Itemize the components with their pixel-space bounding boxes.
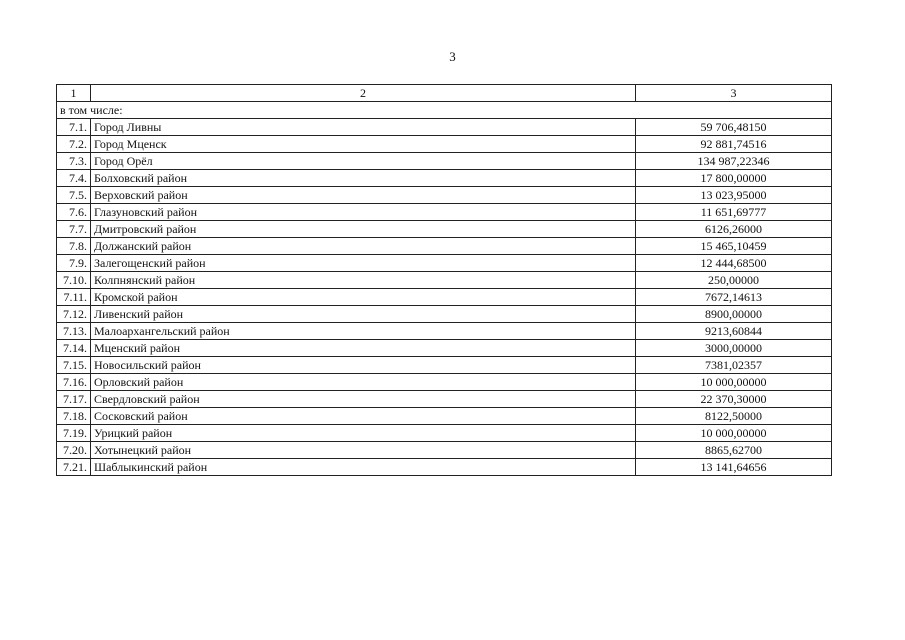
row-number: 7.17.: [57, 391, 91, 408]
table-row: [57, 374, 832, 391]
amount-value: 11 651,69777: [636, 204, 832, 221]
district-name: Шаблыкинский район: [91, 459, 636, 476]
row-number: 7.8.: [57, 238, 91, 255]
table-row: [57, 119, 832, 136]
district-name: Залегощенский район: [91, 255, 636, 272]
row-number: 7.19.: [57, 425, 91, 442]
allocation-table: [56, 84, 832, 476]
amount-value: 17 800,00000: [636, 170, 832, 187]
amount-value: 3000,00000: [636, 340, 832, 357]
amount-value: 10 000,00000: [636, 425, 832, 442]
table-row: [57, 272, 832, 289]
amount-value: 22 370,30000: [636, 391, 832, 408]
table-body: [57, 102, 832, 476]
district-name: Орловский район: [91, 374, 636, 391]
row-number: 7.12.: [57, 306, 91, 323]
amount-value: 10 000,00000: [636, 374, 832, 391]
district-name: Болховский район: [91, 170, 636, 187]
amount-value: 92 881,74516: [636, 136, 832, 153]
row-number: 7.5.: [57, 187, 91, 204]
amount-value: 59 706,48150: [636, 119, 832, 136]
district-name: Кромской район: [91, 289, 636, 306]
header-row: [57, 85, 832, 102]
row-number: 7.4.: [57, 170, 91, 187]
amount-value: 7381,02357: [636, 357, 832, 374]
row-number: 7.1.: [57, 119, 91, 136]
district-name: Верховский район: [91, 187, 636, 204]
row-number: 7.21.: [57, 459, 91, 476]
row-number: 7.20.: [57, 442, 91, 459]
district-name: Должанский район: [91, 238, 636, 255]
row-number: 7.2.: [57, 136, 91, 153]
row-number: 7.18.: [57, 408, 91, 425]
district-name: Свердловский район: [91, 391, 636, 408]
table-row: [57, 255, 832, 272]
table-row: [57, 306, 832, 323]
amount-value: 134 987,22346: [636, 153, 832, 170]
district-name: Глазуновский район: [91, 204, 636, 221]
table-row: [57, 391, 832, 408]
district-name: Хотынецкий район: [91, 442, 636, 459]
header-col-3: 3: [636, 85, 832, 102]
table-row: [57, 136, 832, 153]
table-row: [57, 425, 832, 442]
table-row: [57, 357, 832, 374]
district-name: Мценский район: [91, 340, 636, 357]
amount-value: 7672,14613: [636, 289, 832, 306]
row-number: 7.15.: [57, 357, 91, 374]
district-name: Колпнянский район: [91, 272, 636, 289]
row-number: 7.14.: [57, 340, 91, 357]
amount-value: 13 141,64656: [636, 459, 832, 476]
table-row: [57, 340, 832, 357]
row-number: 7.6.: [57, 204, 91, 221]
row-number: 7.10.: [57, 272, 91, 289]
table-row: [57, 289, 832, 306]
amount-value: 250,00000: [636, 272, 832, 289]
district-name: Ливенский район: [91, 306, 636, 323]
district-name: Дмитровский район: [91, 221, 636, 238]
district-name: Город Ливны: [91, 119, 636, 136]
district-name: Город Мценск: [91, 136, 636, 153]
district-name: Урицкий район: [91, 425, 636, 442]
subheading-row: [57, 102, 832, 119]
header-col-2: 2: [91, 85, 636, 102]
amount-value: 15 465,10459: [636, 238, 832, 255]
table-row: [57, 238, 832, 255]
header-col-1: 1: [57, 85, 91, 102]
amount-value: 12 444,68500: [636, 255, 832, 272]
amount-value: 8122,50000: [636, 408, 832, 425]
amount-value: 8900,00000: [636, 306, 832, 323]
table-row: [57, 323, 832, 340]
district-name: Новосильский район: [91, 357, 636, 374]
table-row: [57, 153, 832, 170]
row-number: 7.7.: [57, 221, 91, 238]
district-name: Малоархангельский район: [91, 323, 636, 340]
amount-value: 13 023,95000: [636, 187, 832, 204]
table-row: [57, 442, 832, 459]
row-number: 7.11.: [57, 289, 91, 306]
subheading: в том числе:: [57, 102, 832, 119]
row-number: 7.16.: [57, 374, 91, 391]
table-row: [57, 187, 832, 204]
table-row: [57, 170, 832, 187]
amount-value: 9213,60844: [636, 323, 832, 340]
page-number: 3: [449, 49, 456, 64]
table-row: [57, 459, 832, 476]
table-row: [57, 221, 832, 238]
row-number: 7.13.: [57, 323, 91, 340]
row-number: 7.3.: [57, 153, 91, 170]
row-number: 7.9.: [57, 255, 91, 272]
table-row: [57, 204, 832, 221]
district-name: Сосковский район: [91, 408, 636, 425]
table-row: [57, 408, 832, 425]
amount-value: 6126,26000: [636, 221, 832, 238]
amount-value: 8865,62700: [636, 442, 832, 459]
district-name: Город Орёл: [91, 153, 636, 170]
